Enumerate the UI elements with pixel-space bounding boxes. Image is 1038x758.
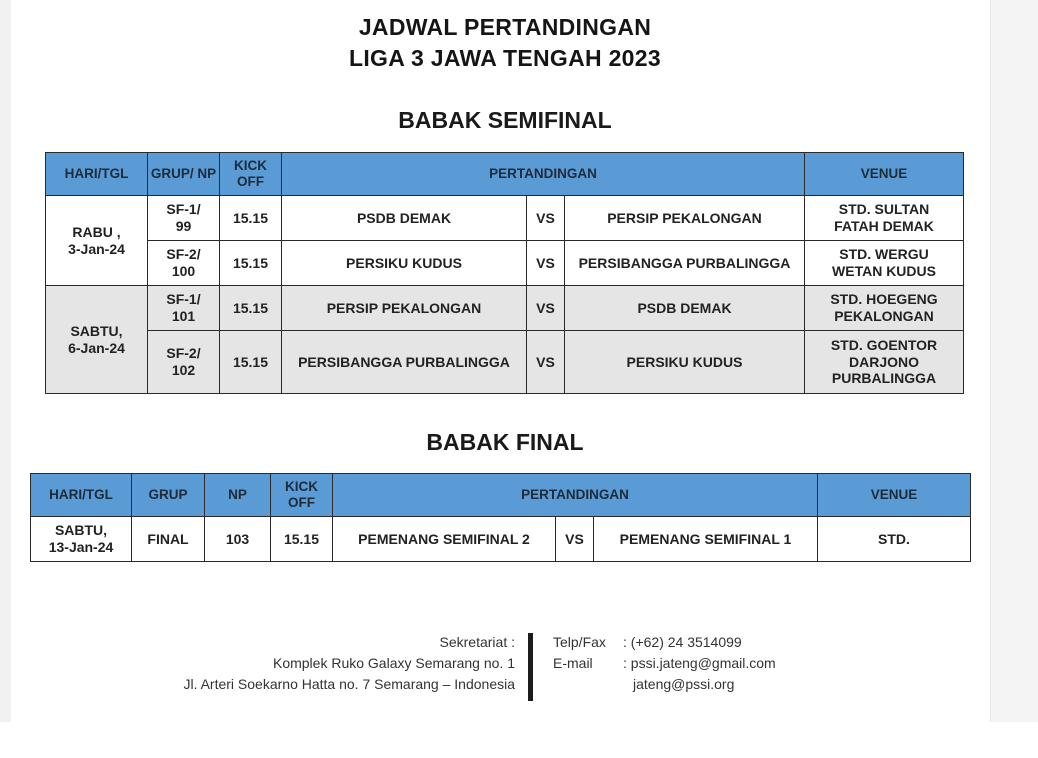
kickoff-cell: 15.15 xyxy=(220,286,282,331)
header-day: HARI/TGL xyxy=(31,474,132,517)
away-team: PERSIKU KUDUS xyxy=(565,331,805,394)
home-team: PERSIKU KUDUS xyxy=(282,241,527,286)
email-label: E-mail xyxy=(553,655,593,671)
secretariat-label: Sekretariat : xyxy=(439,634,515,650)
telfax-label: Telp/Fax xyxy=(553,634,606,650)
header-group: GRUP xyxy=(132,474,205,517)
telfax-value: : (+62) 24 3514099 xyxy=(623,634,742,650)
away-team: PERSIP PEKALONGAN xyxy=(565,196,805,241)
header-match: PERTANDINGAN xyxy=(282,153,805,196)
kickoff-cell: 15.15 xyxy=(220,196,282,241)
table-header-row xyxy=(31,474,971,517)
day-cell xyxy=(46,286,148,394)
venue-cell: STD. GOENTOR DARJONO PURBALINGGA xyxy=(805,331,964,394)
page-subtitle: LIGA 3 JAWA TENGAH 2023 xyxy=(349,45,661,71)
group-cell: FINAL xyxy=(132,517,205,562)
address-line-2: Jl. Arteri Soekarno Hatta no. 7 Semarang – Indonesia xyxy=(183,676,515,692)
header-kickoff: KICK OFF xyxy=(271,474,333,517)
semifinal-heading: BABAK SEMIFINAL xyxy=(398,107,612,133)
away-team: PEMENANG SEMIFINAL 1 xyxy=(594,517,818,562)
venue-cell: STD. HOEGENG PEKALONGAN xyxy=(805,286,964,331)
day-name: RABU , xyxy=(72,223,121,240)
table-row xyxy=(46,331,964,394)
away-team: PSDB DEMAK xyxy=(565,286,805,331)
venue-cell: STD. SULTAN FATAH DEMAK xyxy=(805,196,964,241)
semifinal-table xyxy=(45,152,964,394)
venue-cell: STD. WERGU WETAN KUDUS xyxy=(805,241,964,286)
group-cell: SF-1/ 99 xyxy=(148,196,220,241)
vs-cell: VS xyxy=(527,286,565,331)
group-cell: SF-2/ 100 xyxy=(148,241,220,286)
vs-cell: VS xyxy=(556,517,594,562)
home-team: PEMENANG SEMIFINAL 2 xyxy=(333,517,556,562)
group-cell: SF-1/ 101 xyxy=(148,286,220,331)
vs-cell: VS xyxy=(527,331,565,394)
header-venue: VENUE xyxy=(818,474,971,517)
table-row xyxy=(31,517,971,562)
email-value-1[interactable]: : pssi.jateng@gmail.com xyxy=(623,655,776,671)
page-edge-bottom xyxy=(0,722,1038,758)
table-row xyxy=(46,286,964,331)
email-value-2[interactable]: jateng@pssi.org xyxy=(633,676,735,692)
home-team: PERSIP PEKALONGAN xyxy=(282,286,527,331)
header-day: HARI/TGL xyxy=(46,153,148,196)
day-cell xyxy=(46,196,148,286)
group-cell: SF-2/ 102 xyxy=(148,331,220,394)
table-row xyxy=(46,196,964,241)
vs-cell: VS xyxy=(527,241,565,286)
header-np: NP xyxy=(205,474,271,517)
table-row xyxy=(46,241,964,286)
venue-cell: STD. xyxy=(818,517,971,562)
day-date: 6-Jan-24 xyxy=(68,339,125,356)
footer-divider xyxy=(528,633,533,701)
header-group: GRUP/ NP xyxy=(148,153,220,196)
np-cell: 103 xyxy=(205,517,271,562)
day-cell: SABTU, 13-Jan-24 xyxy=(31,517,132,562)
address-line-1: Komplek Ruko Galaxy Semarang no. 1 xyxy=(272,655,515,671)
footer-contact xyxy=(553,632,853,695)
page-title: JADWAL PERTANDINGAN xyxy=(358,14,652,40)
home-team: PERSIBANGGA PURBALINGGA xyxy=(282,331,527,394)
page-edge-right xyxy=(990,0,1038,722)
header-match: PERTANDINGAN xyxy=(333,474,818,517)
header-venue: VENUE xyxy=(805,153,964,196)
vs-cell: VS xyxy=(527,196,565,241)
kickoff-cell: 15.15 xyxy=(220,241,282,286)
away-team: PERSIBANGGA PURBALINGGA xyxy=(565,241,805,286)
kickoff-cell: 15.15 xyxy=(271,517,333,562)
page-edge-left xyxy=(0,0,11,722)
day-date: 3-Jan-24 xyxy=(68,240,125,257)
header-kickoff: KICK OFF xyxy=(220,153,282,196)
day-name: SABTU, xyxy=(70,322,123,339)
footer-address xyxy=(100,632,515,695)
home-team: PSDB DEMAK xyxy=(282,196,527,241)
table-header-row xyxy=(46,153,964,196)
final-heading: BABAK FINAL xyxy=(426,429,584,455)
kickoff-cell: 15.15 xyxy=(220,331,282,394)
final-table xyxy=(30,473,971,562)
